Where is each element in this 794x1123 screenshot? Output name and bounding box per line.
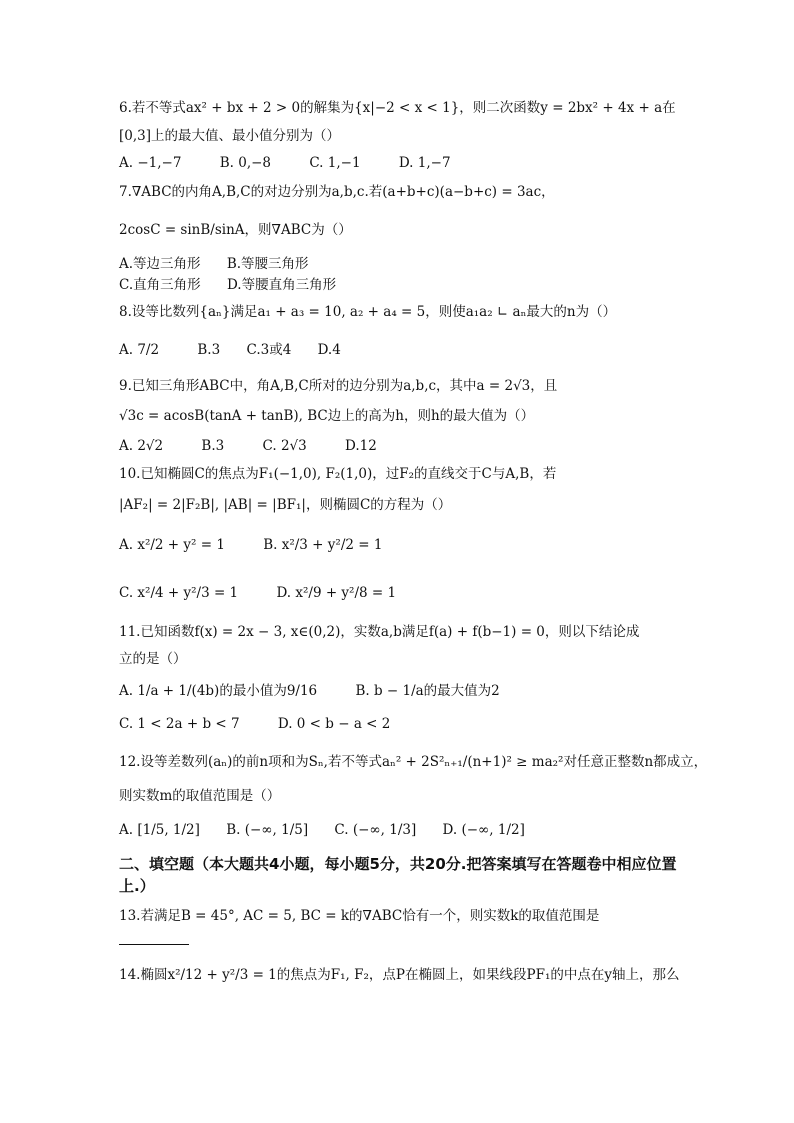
question-10-options-row-1: [119, 535, 382, 555]
option-a: A. x²/2 + y² = 1: [119, 537, 225, 553]
question-12-line-2: 则实数m的取值范围是（）: [119, 788, 281, 804]
option-d: D. 0 < b − a < 2: [277, 716, 391, 732]
option-a: A. [1/5, 1/2]: [119, 822, 200, 838]
question-7-line-2: 2cosC = sinB/sinA，则∇ABC为（）: [119, 222, 352, 238]
question-11-options-row-1: [119, 681, 500, 701]
option-b: B.等腰三角形: [226, 256, 309, 272]
question-11-options-row-2: [119, 714, 390, 734]
option-b: B. b − 1/a的最大值为2: [355, 683, 500, 699]
question-10-line-1: 10.已知椭圆C的焦点为F₁(−1,0), F₂(1,0)，过F₂的直线交于C与A,B，若: [119, 466, 557, 482]
question-9-line-2: √3c = acosB(tanA + tanB), BC边上的高为h，则h的最大值为（）: [119, 408, 535, 424]
question-6-line-1: 6.若不等式ax² + bx + 2 > 0的解集为{x|−2 < x < 1}，则二次函数y = 2bx² + 4x + a在: [119, 100, 676, 116]
option-b: B. 0,−8: [219, 155, 272, 171]
question-8-line-1: 8.设等比数列{aₙ}满足a₁ + a₃ = 10, a₂ + a₄ = 5，则使a₁a₂ ∟ aₙ最大的n为（）: [119, 304, 617, 320]
question-12-options: [119, 820, 525, 840]
question-7-options-row-2: [119, 275, 336, 295]
option-d: D.12: [345, 438, 377, 454]
option-d: D. 1,−7: [398, 155, 451, 171]
question-7-options-row-1: [119, 254, 309, 274]
option-c: C. 1,−1: [309, 155, 361, 171]
option-a: A. −1,−7: [119, 155, 182, 171]
question-9-options: [119, 436, 377, 456]
option-c: C. (−∞, 1/3]: [334, 822, 417, 838]
option-d: D.等腰直角三角形: [226, 277, 337, 293]
option-c: C.3或4: [246, 342, 292, 358]
section-heading-fill-in: 二、填空题（本大题共4小题，每小题5分，共20分.把答案填写在答题卷中相应位置上.）: [119, 855, 677, 895]
option-b: B.3: [197, 342, 221, 358]
question-13-line: 13.若满足B = 45°, AC = 5, BC = k的∇ABC恰有一个，则实数k的取值范围是: [119, 908, 600, 924]
question-8-options: [119, 340, 341, 360]
option-d: D. (−∞, 1/2]: [442, 822, 525, 838]
question-9-line-1: 9.已知三角形ABC中，角A,B,C所对的边分别为a,b,c，其中a = 2√3，且: [119, 378, 558, 394]
option-a: A. 1/a + 1/(4b)的最小值为9/16: [119, 683, 318, 699]
question-11-line-1: 11.已知函数f(x) = 2x − 3, x∈(0,2)，实数a,b满足f(a) + f(b−1) = 0，则以下结论成: [119, 624, 640, 640]
option-d: D.4: [317, 342, 341, 358]
question-10-line-2: |AF₂| = 2|F₂B|, |AB| = |BF₁|，则椭圆C的方程为（）: [119, 497, 452, 513]
option-c: C. 1 < 2a + b < 7: [119, 716, 240, 732]
question-11-line-2: 立的是（）: [119, 651, 187, 667]
question-7-line-1: 7.∇ABC的内角A,B,C的对边分别为a,b,c.若(a+b+c)(a−b+c) = 3ac，: [119, 184, 555, 200]
option-d: D. x²/9 + y²/8 = 1: [276, 585, 397, 601]
question-14-line: 14.椭圆x²/12 + y²/3 = 1的焦点为F₁, F₂，点P在椭圆上，如果线段PF₁的中点在y轴上，那么: [119, 967, 680, 983]
option-c: C.直角三角形: [119, 277, 201, 293]
option-a: A. 7/2: [119, 342, 160, 358]
option-c: C. x²/4 + y²/3 = 1: [119, 585, 239, 601]
option-b: B. x²/3 + y²/2 = 1: [263, 537, 383, 553]
answer-blank-13: [119, 944, 189, 945]
option-b: B. (−∞, 1/5]: [226, 822, 309, 838]
question-6-options: [119, 153, 451, 173]
question-10-options-row-2: [119, 583, 396, 603]
option-a: A.等边三角形: [119, 256, 201, 272]
option-b: B.3: [201, 438, 225, 454]
option-a: A. 2√2: [119, 438, 164, 454]
question-12-line-1: 12.设等差数列(aₙ)的前n项和为Sₙ,若不等式aₙ² + 2S²ₙ₊₁/(n+1)² ≥ ma₂²对任意正整数n都成立，: [119, 754, 708, 770]
question-6-line-2: [0,3]上的最大值、最小值分别为（）: [119, 128, 341, 144]
option-c: C. 2√3: [262, 438, 307, 454]
